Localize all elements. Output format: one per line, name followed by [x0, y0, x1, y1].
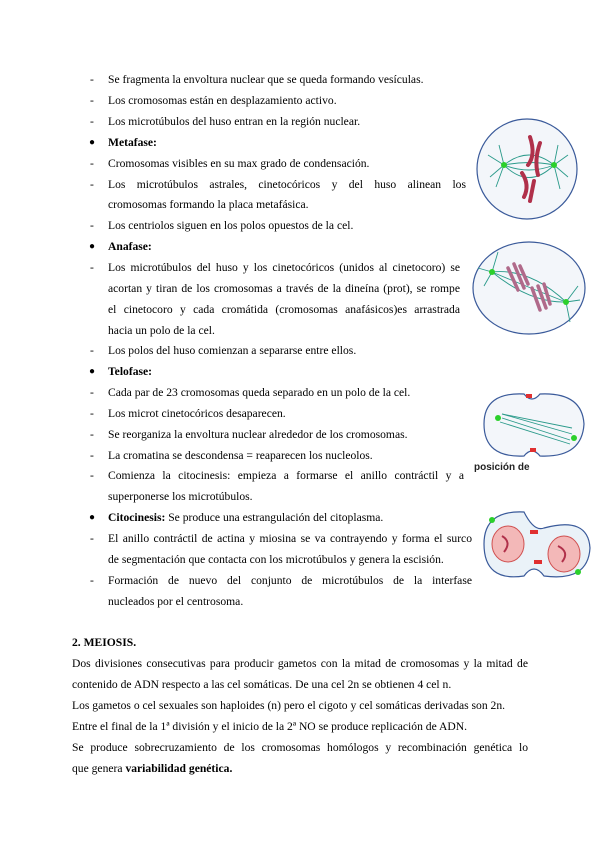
- telofase-title: Telofase:: [108, 365, 153, 378]
- telophase-illustration: [474, 384, 590, 476]
- profase-item: Los cromosomas están en desplazamiento activo.: [108, 94, 337, 107]
- meiosis-paragraph-line: contenido de ADN respecto a las cel somáticas. De una cel 2n se obtienen 4 cel n.: [72, 678, 452, 691]
- meiosis-paragraph-line: Los gametos o cel sexuales son haploides (n) pero el cigoto y cel somáticas derivadas son 2n.: [72, 699, 506, 712]
- telofase-item: Comienza la citocinesis: empieza a formarse el anillo contráctil y a: [108, 469, 464, 482]
- figure-caption: posición de: [474, 462, 530, 473]
- anafase-item-cont: acortan y tiran de los cromosomas a través de la dineína (prot), se rompe: [108, 282, 460, 295]
- centrosome: [575, 569, 581, 575]
- dash-marker: -: [90, 178, 94, 191]
- dash-marker: -: [90, 94, 94, 107]
- dash-marker: -: [90, 261, 94, 274]
- metafase-item: Los microtúbulos astrales, cinetocóricos y del huso alinean los: [108, 178, 466, 191]
- profase-item: Se fragmenta la envoltura nuclear que se queda formando vesículas.: [108, 73, 424, 86]
- dash-marker: -: [90, 386, 94, 399]
- meiosis-paragraph-line: Dos divisiones consecutivas para producir gametos con la mitad de cromosomas y la mitad de: [72, 657, 528, 670]
- spindle-pole: [551, 162, 557, 168]
- contractile-ring: [526, 394, 532, 398]
- telofase-item: Los microt cinetocóricos desaparecen.: [108, 407, 286, 420]
- spindle-pole: [501, 162, 507, 168]
- cell-membrane: [473, 242, 585, 334]
- cytokinesis-illustration: [478, 506, 594, 586]
- meiosis-heading: 2. MEIOSIS.: [72, 636, 137, 649]
- bullet-marker: ●: [89, 241, 96, 252]
- spindle-pole: [489, 269, 495, 275]
- meiosis-paragraph-line: Se produce sobrecruzamiento de los cromosomas homólogos y recombinación genética lo: [72, 741, 528, 754]
- dash-marker: -: [90, 115, 94, 128]
- meiosis-paragraph-line: Entre el final de la 1ª división y el inicio de la 2ª NO se produce replicación de ADN.: [72, 720, 467, 733]
- metaphase-illustration: [474, 115, 580, 223]
- centrosome: [489, 517, 495, 523]
- citocinesis-title: Citocinesis: Se produce una estrangulación del citoplasma.: [108, 511, 384, 524]
- metafase-title: Metafase:: [108, 136, 157, 149]
- profase-item: Los microtúbulos del huso entran en la región nuclear.: [108, 115, 361, 128]
- spindle-pole: [563, 299, 569, 305]
- contractile-ring: [534, 560, 542, 564]
- dash-marker: -: [90, 574, 94, 587]
- dash-marker: -: [90, 344, 94, 357]
- cell-membrane: [484, 394, 584, 456]
- cell-membrane: [477, 119, 577, 219]
- metafase-item: Cromosomas visibles en su max grado de condensación.: [108, 157, 370, 170]
- citocinesis-item-cont: de segmentación que contacta con los microtúbulos y genera la escisión.: [108, 553, 444, 566]
- anafase-item: Los polos del huso comienzan a separarse entre ellos.: [108, 344, 357, 357]
- metafase-item-cont: cromosomas formando la placa metafásica.: [108, 198, 309, 211]
- dash-marker: -: [90, 407, 94, 420]
- contractile-ring: [530, 530, 538, 534]
- anaphase-illustration: [470, 238, 588, 338]
- citocinesis-item: Formación de nuevo del conjunto de microtúbulos de la interfase: [108, 574, 472, 587]
- telofase-item-cont: superponerse los microtúbulos.: [108, 490, 253, 503]
- meiosis-paragraph-line: que genera variabilidad genética.: [72, 762, 233, 775]
- bullet-marker: ●: [89, 366, 96, 377]
- dash-marker: -: [90, 157, 94, 170]
- daughter-nucleus: [548, 536, 580, 572]
- metafase-item: Los centriolos siguen en los polos opuestos de la cel.: [108, 219, 354, 232]
- citocinesis-item-cont: nucleados por el centrosoma.: [108, 595, 244, 608]
- dash-marker: -: [90, 449, 94, 462]
- anafase-item-cont: el cinetocoro y cada cromátida (cromosomas anafásicos)es arrastrada: [108, 303, 460, 316]
- dash-marker: -: [90, 73, 94, 86]
- bullet-marker: ●: [89, 512, 96, 523]
- dash-marker: -: [90, 428, 94, 441]
- telofase-item: La cromatina se descondensa = reaparecen los nucleolos.: [108, 449, 373, 462]
- dash-marker: -: [90, 532, 94, 545]
- anafase-item: Los microtúbulos del huso y los cinetocóricos (unidos al cinetocoro) se: [108, 261, 460, 274]
- spindle-pole: [571, 435, 577, 441]
- dash-marker: -: [90, 469, 94, 482]
- citocinesis-item: El anillo contráctil de actina y miosina se va contrayendo y forma el surco: [108, 532, 472, 545]
- telofase-item: Cada par de 23 cromosomas queda separado en un polo de la cel.: [108, 386, 411, 399]
- anafase-item-cont: hacia un polo de la cel.: [108, 324, 215, 337]
- anafase-title: Anafase:: [108, 240, 152, 253]
- dash-marker: -: [90, 219, 94, 232]
- bullet-marker: ●: [89, 137, 96, 148]
- telofase-item: Se reorganiza la envoltura nuclear alrededor de los cromosomas.: [108, 428, 408, 441]
- contractile-ring: [530, 448, 536, 452]
- spindle-pole: [495, 415, 501, 421]
